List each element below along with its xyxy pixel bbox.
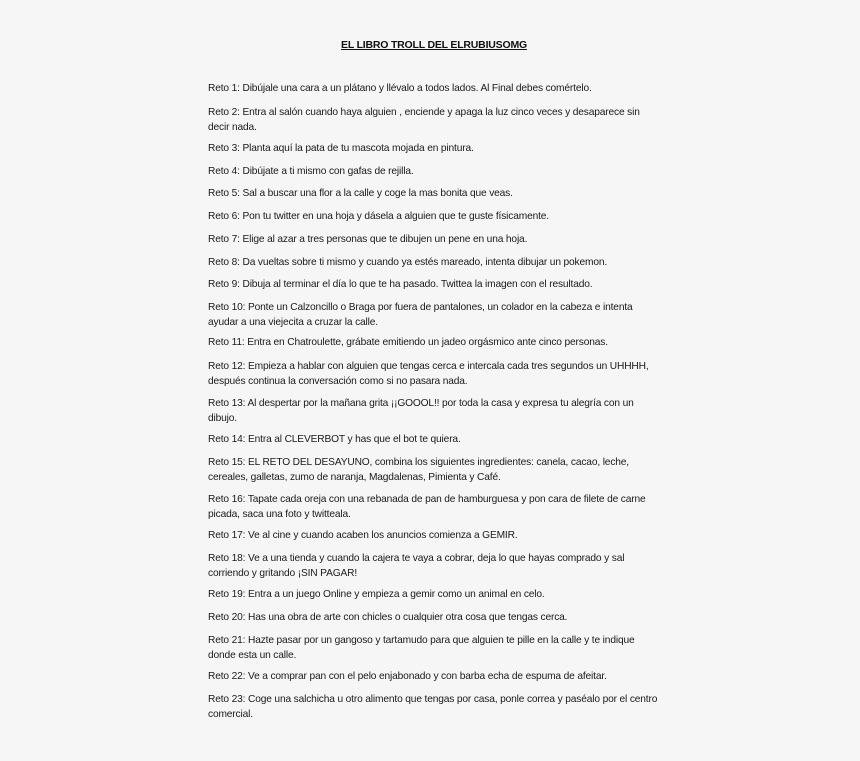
- reto-item: [208, 693, 658, 722]
- reto-text: Has una obra de arte con chicles o cualquier otra cosa que tengas cerca.: [248, 612, 568, 623]
- reto-item: [208, 588, 658, 603]
- reto-label: Reto 23:: [208, 694, 246, 705]
- reto-label: Reto 2:: [208, 107, 240, 118]
- reto-label: Reto 3:: [208, 143, 240, 154]
- document-title: EL LIBRO TROLL DEL ELRUBIUSOMG: [341, 39, 527, 51]
- reto-text: Hazte pasar por un gangoso y tartamudo para que alguien te pille en la calle y te indique donde esta un calle.: [208, 635, 635, 661]
- reto-label: Reto 4:: [208, 166, 240, 177]
- reto-text: Ve al cine y cuando acaben los anuncios comienza a GEMIR.: [248, 530, 518, 541]
- reto-text: EL RETO DEL DESAYUNO, combina los siguientes ingredientes: canela, cacao, leche, cereales, galletas, zumo de naranja, Magdalenas, Pimienta y Café.: [208, 457, 629, 483]
- reto-item: [208, 142, 658, 157]
- reto-label: Reto 6:: [208, 211, 240, 222]
- reto-label: Reto 11:: [208, 337, 245, 348]
- reto-label: Reto 10:: [208, 302, 246, 313]
- reto-text: Entra al CLEVERBOT y has que el bot te quiera.: [248, 434, 461, 445]
- reto-item: [208, 336, 658, 351]
- reto-item: [208, 634, 658, 663]
- reto-label: Reto 15:: [208, 457, 246, 468]
- reto-item: [208, 210, 658, 225]
- reto-label: Reto 19:: [208, 589, 246, 600]
- reto-item: [208, 233, 658, 248]
- reto-label: Reto 20:: [208, 612, 246, 623]
- reto-item: [208, 301, 658, 330]
- reto-text: Entra en Chatroulette, grábate emitiendo un jadeo orgásmico ante cinco personas.: [247, 337, 608, 348]
- reto-label: Reto 18:: [208, 553, 246, 564]
- reto-text: Empieza a hablar con alguien que tengas cerca e intercala cada tres segundos un UHHHH, después continua la conversación como si no pasara nada.: [208, 361, 649, 387]
- reto-text: Sal a buscar una flor a la calle y coge la mas bonita que veas.: [242, 188, 513, 199]
- reto-label: Reto 22:: [208, 671, 246, 682]
- reto-label: Reto 1:: [208, 83, 240, 94]
- reto-text: Dibuja al terminar el día lo que te ha pasado. Twittea la imagen con el resultado.: [242, 279, 593, 290]
- reto-text: Entra a un juego Online y empieza a gemir como un animal en celo.: [248, 589, 545, 600]
- reto-item: [208, 397, 658, 426]
- reto-item: [208, 611, 658, 626]
- reto-text: Dibújate a ti mismo con gafas de rejilla.: [242, 166, 414, 177]
- reto-item: [208, 456, 658, 485]
- reto-label: Reto 13:: [208, 398, 246, 409]
- reto-text: Ve a comprar pan con el pelo enjabonado y con barba echa de espuma de afeitar.: [248, 671, 607, 682]
- reto-item: [208, 256, 658, 271]
- reto-text: Coge una salchicha u otro alimento que tengas por casa, ponle correa y paséalo por el centro comercial.: [208, 694, 658, 720]
- reto-text: Dibújale una cara a un plátano y llévalo a todos lados. Al Final debes comértelo.: [242, 83, 592, 94]
- reto-text: Tapate cada oreja con una rebanada de pan de hamburguesa y pon cara de filete de carne picada, saca una foto y twitteala.: [208, 494, 646, 520]
- reto-label: Reto 17:: [208, 530, 246, 541]
- reto-text: Planta aquí la pata de tu mascota mojada en pintura.: [242, 143, 474, 154]
- reto-label: Reto 9:: [208, 279, 240, 290]
- reto-item: [208, 529, 658, 544]
- reto-label: Reto 8:: [208, 257, 240, 268]
- reto-label: Reto 16:: [208, 494, 246, 505]
- reto-item: [208, 278, 658, 293]
- reto-label: Reto 21:: [208, 635, 246, 646]
- reto-item: [208, 82, 658, 97]
- reto-item: [208, 360, 658, 389]
- reto-text: Elige al azar a tres personas que te dibujen un pene en una hoja.: [242, 234, 528, 245]
- reto-item: [208, 187, 658, 202]
- reto-text: Ve a una tienda y cuando la cajera te vaya a cobrar, deja lo que hayas comprado y sal corriendo y gritando ¡SIN PAGAR!: [208, 553, 625, 579]
- reto-label: Reto 5:: [208, 188, 240, 199]
- reto-label: Reto 14:: [208, 434, 246, 445]
- reto-text: Entra al salón cuando haya alguien , enciende y apaga la luz cinco veces y desaparece sin decir nada.: [208, 107, 640, 133]
- reto-label: Reto 7:: [208, 234, 240, 245]
- reto-item: [208, 106, 658, 135]
- reto-text: Ponte un Calzoncillo o Braga por fuera de pantalones, un colador en la cabeza e intenta ayudar a una viejecita a cruzar la calle.: [208, 302, 633, 328]
- reto-item: [208, 493, 658, 522]
- reto-text: Da vueltas sobre ti mismo y cuando ya estés mareado, intenta dibujar un pokemon.: [242, 257, 608, 268]
- reto-label: Reto 12:: [208, 361, 246, 372]
- reto-item: [208, 165, 658, 180]
- reto-item: [208, 433, 658, 448]
- reto-text: Pon tu twitter en una hoja y dásela a alguien que te guste físicamente.: [242, 211, 549, 222]
- reto-item: [208, 670, 658, 685]
- reto-text: Al despertar por la mañana grita ¡¡GOOOL!! por toda la casa y expresa tu alegría con un dibujo.: [208, 398, 634, 424]
- reto-item: [208, 552, 658, 581]
